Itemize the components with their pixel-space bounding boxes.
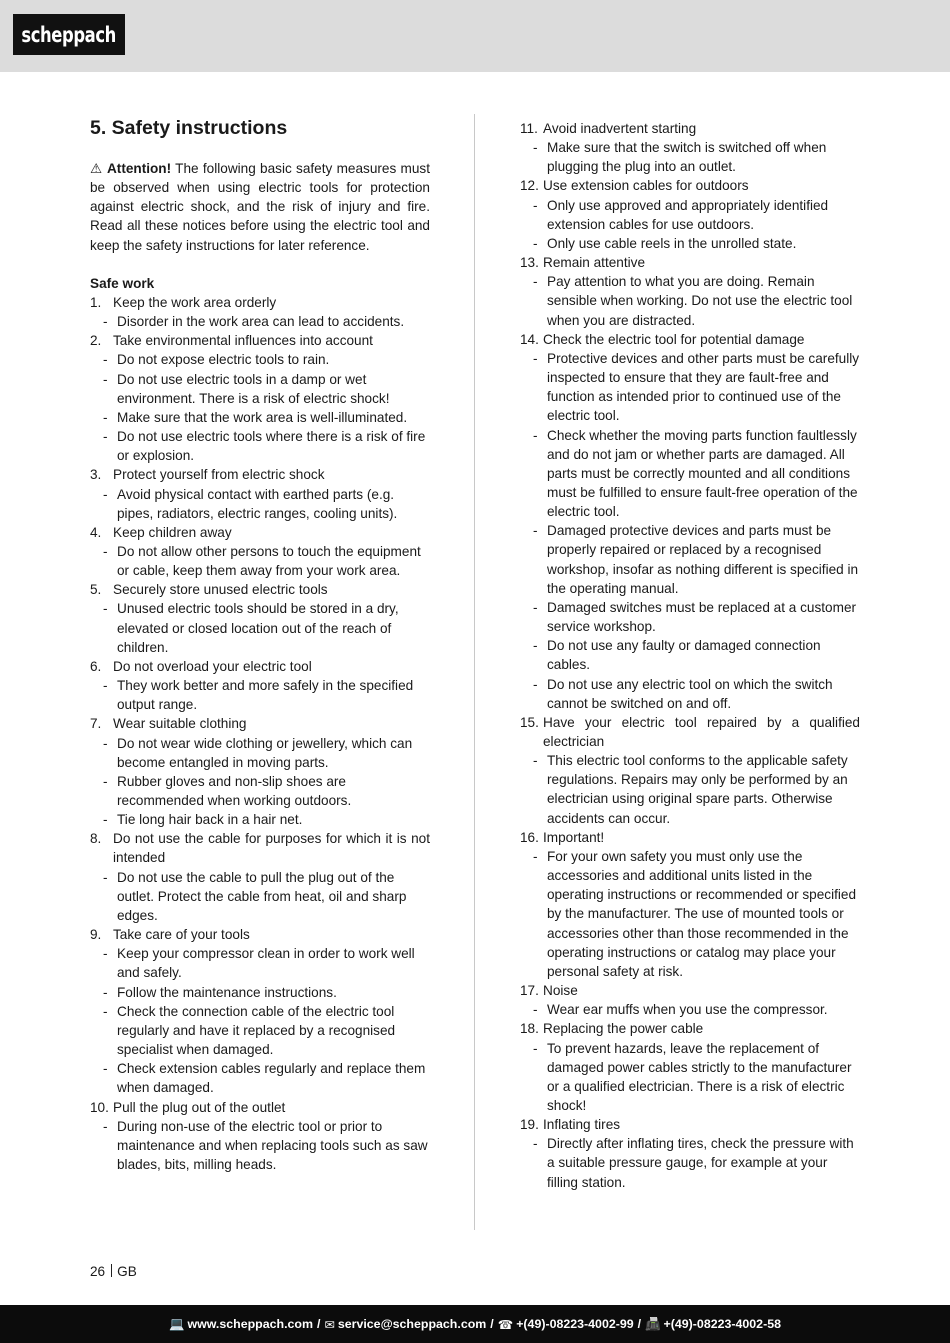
instruction-title: Check the electric tool for potential damage	[543, 331, 805, 347]
instruction-detail-text: Damaged protective devices and parts must be properly repaired or replaced by a recognised workshop, insofar as nothing different is specified in the operating manual.	[547, 523, 859, 596]
instruction-item	[520, 713, 860, 751]
instruction-detail-text: Unused electric tools should be stored in a dry, elevated or closed location out of the reach of children.	[117, 601, 399, 655]
bullet-dash: -	[103, 429, 108, 445]
bullet-dash: -	[533, 1002, 538, 1018]
instruction-detail	[520, 1000, 860, 1019]
instruction-title: Use extension cables for outdoors	[543, 178, 749, 194]
instruction-title: Inflating tires	[543, 1117, 621, 1133]
instruction-item	[90, 465, 430, 484]
instruction-detail-text: Tie long hair back in a hair net.	[117, 812, 303, 828]
attention-label: Attention!	[106, 161, 172, 176]
instruction-detail-text: Damaged switches must be replaced at a customer service workshop.	[547, 599, 857, 635]
instruction-title: Pull the plug out of the outlet	[113, 1099, 286, 1115]
instruction-number: 14.	[520, 331, 539, 347]
instruction-item	[90, 829, 430, 867]
instruction-number: 17.	[520, 983, 539, 999]
bullet-dash: -	[533, 676, 538, 692]
instruction-title: Replacing the power cable	[543, 1021, 704, 1037]
instruction-number: 18.	[520, 1021, 539, 1037]
instruction-detail-text: Wear ear muffs when you use the compressor.	[547, 1002, 828, 1018]
instruction-detail-text: Do not use any electric tool on which the switch cannot be switched on and off.	[547, 676, 833, 711]
instruction-number: 7.	[90, 716, 102, 732]
instruction-detail	[90, 427, 430, 465]
email-icon: ✉	[324, 1317, 335, 1332]
bullet-dash: -	[103, 735, 108, 751]
fax-number: +(49)-08223-4002-58	[663, 1317, 781, 1331]
bullet-dash: -	[533, 1040, 538, 1056]
instruction-number: 11.	[520, 121, 538, 136]
bullet-dash: -	[103, 869, 108, 885]
instruction-detail-text: Do not use any faulty or damaged connection cables.	[547, 638, 821, 673]
instruction-detail-text: Check whether the moving parts function faultlessly and do not jam or whether parts are damaged. All parts must be correctly mounted and all conditions must be fulfilled to ensure fault-free operation of the electric tool.	[547, 427, 858, 520]
instruction-title: Protect yourself from electric shock	[113, 467, 325, 483]
footer-separator: /	[637, 1317, 642, 1331]
instruction-detail	[90, 408, 430, 427]
instruction-detail	[90, 676, 430, 714]
instruction-detail-text: Do not use electric tools where there is a risk of fire or explosion.	[117, 429, 426, 464]
instruction-detail	[90, 734, 430, 772]
instruction-number: 15.	[520, 714, 539, 730]
left-column	[90, 112, 430, 1174]
instruction-item	[90, 714, 430, 733]
instruction-item	[520, 253, 860, 272]
bullet-dash: -	[533, 599, 538, 615]
instruction-item	[90, 580, 430, 599]
section-title: 5. Safety instructions	[90, 117, 288, 139]
instruction-detail-text: Do not use electric tools in a damp or wet environment. There is a risk of electric shock!	[117, 371, 390, 406]
instruction-title: Noise	[543, 983, 578, 999]
instruction-number: 1.	[90, 294, 102, 310]
instruction-title: Wear suitable clothing	[113, 716, 247, 732]
bullet-dash: -	[103, 543, 108, 559]
instruction-detail	[90, 810, 430, 829]
instruction-detail	[90, 312, 430, 331]
instruction-detail-text: Make sure that the work area is well-illuminated.	[117, 409, 408, 425]
bullet-dash: -	[103, 678, 108, 694]
instruction-detail	[520, 1039, 860, 1116]
bullet-dash: -	[533, 197, 538, 213]
instruction-title: Keep children away	[113, 524, 232, 540]
bullet-dash: -	[103, 773, 108, 789]
bullet-dash: -	[533, 523, 538, 539]
instruction-detail	[520, 847, 860, 981]
instruction-detail	[90, 1117, 430, 1174]
instruction-detail	[520, 196, 860, 234]
instruction-detail-text: During non-use of the electric tool or prior to maintenance and when replacing tools such as saw blades, bits, milling heads.	[117, 1118, 428, 1172]
instruction-item	[90, 925, 430, 944]
instruction-detail-text: Follow the maintenance instructions.	[117, 984, 337, 1000]
instruction-title: Do not overload your electric tool	[113, 658, 312, 674]
instruction-detail	[520, 598, 860, 636]
instruction-detail-text: Do not use the cable to pull the plug out of the outlet. Protect the cable from heat, oil and sharp edges.	[117, 869, 407, 923]
instruction-detail-text: Make sure that the switch is switched off when plugging the plug into an outlet.	[547, 140, 827, 175]
instruction-detail	[520, 751, 860, 828]
instruction-detail	[90, 1002, 430, 1059]
attention-text: The following basic safety measures must be observed when using electric tools for protection against electric shock, and the risk of injury and fire. Read all these notices before using the electric tool and keep the safety instructions for later reference.	[90, 161, 430, 253]
instruction-item	[90, 1098, 430, 1117]
instruction-detail	[90, 772, 430, 810]
instruction-detail	[520, 349, 860, 426]
instruction-detail	[90, 944, 430, 982]
instruction-title: Do not use the cable for purposes for which it is not intended	[113, 831, 430, 866]
instruction-detail	[90, 1059, 430, 1097]
instruction-title: Take environmental influences into account	[113, 333, 373, 349]
bullet-dash: -	[103, 486, 108, 502]
instruction-detail	[520, 272, 860, 329]
instruction-detail	[90, 350, 430, 369]
instruction-item	[520, 1115, 860, 1134]
bullet-dash: -	[103, 1003, 108, 1019]
fax-icon: 📠	[645, 1316, 661, 1331]
instruction-detail	[520, 675, 860, 713]
instruction-detail-text: Disorder in the work area can lead to accidents.	[117, 314, 405, 330]
bullet-dash: -	[533, 427, 538, 443]
instruction-detail-text: Check the connection cable of the electric tool regularly and have it replaced by a recognised specialist when damaged.	[117, 1003, 396, 1058]
instruction-title: Remain attentive	[543, 255, 646, 271]
instruction-detail-text: Do not allow other persons to touch the equipment or cable, keep them away from your work area.	[117, 543, 421, 579]
instruction-item	[520, 176, 860, 195]
instruction-detail-text: Do not wear wide clothing or jewellery, which can become entangled in moving parts.	[117, 735, 413, 770]
instruction-number: 4.	[90, 524, 102, 540]
instruction-number: 3.	[90, 467, 102, 483]
instruction-detail-text: Directly after inflating tires, check the pressure with a suitable pressure gauge, for example at your filling station.	[547, 1136, 854, 1190]
bullet-dash: -	[103, 812, 108, 828]
bullet-dash: -	[533, 274, 538, 290]
instruction-detail-text: Check extension cables regularly and replace them when damaged.	[117, 1061, 426, 1096]
instruction-detail	[90, 370, 430, 408]
instruction-detail	[520, 636, 860, 674]
instruction-item	[520, 828, 860, 847]
footer-separator: /	[317, 1317, 321, 1331]
instruction-number: 12.	[520, 178, 539, 194]
instruction-number: 19.	[520, 1117, 539, 1133]
instruction-detail	[90, 599, 430, 656]
footer-separator: /	[490, 1317, 494, 1331]
attention-notice	[90, 159, 430, 255]
bullet-dash: -	[533, 638, 538, 654]
bullet-dash: -	[103, 371, 108, 387]
instruction-title: Securely store unused electric tools	[113, 582, 328, 598]
instruction-detail-text: Protective devices and other parts must be carefully inspected to ensure that they are fault-free and function as intended prior to continued use of the electric tool.	[547, 350, 860, 424]
instruction-detail	[520, 234, 860, 253]
instruction-number: 5.	[90, 582, 102, 598]
instruction-number: 8.	[90, 831, 102, 847]
instruction-item	[520, 330, 860, 349]
instruction-detail-text: For your own safety you must only use the accessories and additional units listed in the operating instructions or recommended or specified by the manufacturer. The use of mounted tools or accessories other than those recommended in the operating instructions or catalog may place your personal safety at risk.	[547, 848, 857, 979]
column-divider	[474, 114, 475, 1230]
bullet-dash: -	[103, 352, 108, 368]
instruction-detail-text: Do not expose electric tools to rain.	[117, 352, 330, 368]
phone-number[interactable]: +(49)-08223-4002-99	[516, 1317, 634, 1331]
instruction-number: 16.	[520, 829, 539, 845]
instruction-title: Have your electric tool repaired by a qualified electrician	[543, 714, 860, 749]
instruction-detail	[90, 542, 430, 580]
bullet-dash: -	[103, 1061, 108, 1077]
page-number	[90, 1264, 137, 1279]
subsection-title: Safe work	[90, 275, 155, 291]
instruction-title: Keep the work area orderly	[113, 294, 277, 310]
brand-logo-text: scheppach	[21, 22, 117, 47]
instruction-detail-text: Only use approved and appropriately identified extension cables for use outdoors.	[547, 197, 829, 232]
bullet-dash: -	[103, 409, 108, 425]
bullet-dash: -	[533, 753, 538, 769]
bullet-dash: -	[103, 601, 108, 617]
instruction-number: 13.	[520, 255, 539, 271]
instruction-detail-text: Only use cable reels in the unrolled state.	[547, 235, 797, 251]
instruction-number: 9.	[90, 927, 102, 943]
instruction-detail	[520, 521, 860, 598]
instruction-detail-text: To prevent hazards, leave the replacement of damaged power cables strictly to the manufacturer or a qualified electrician. There is a risk of electric shock!	[547, 1040, 852, 1113]
instruction-detail-text: This electric tool conforms to the applicable safety regulations. Repairs may only be performed by an electrician using original spare parts. Otherwise accidents can occur.	[547, 753, 848, 826]
bullet-dash: -	[103, 946, 108, 962]
bullet-dash: -	[533, 848, 538, 864]
instruction-title: Avoid inadvertent starting	[543, 121, 697, 136]
bullet-dash: -	[533, 350, 538, 366]
instruction-number: 2.	[90, 333, 102, 349]
instruction-item	[520, 119, 860, 138]
contact-footer	[0, 1305, 950, 1343]
right-column	[520, 119, 860, 1192]
instruction-item	[90, 293, 430, 312]
instruction-detail-text: Keep your compressor clean in order to work well and safely.	[117, 946, 415, 981]
right-instruction-list	[520, 119, 860, 1192]
page-separator	[111, 1264, 112, 1277]
bullet-dash: -	[533, 1136, 538, 1152]
bullet-dash: -	[533, 235, 538, 251]
email-link[interactable]: service@scheppach.com	[337, 1317, 487, 1331]
instruction-detail	[90, 868, 430, 925]
header-band	[0, 0, 950, 72]
instruction-number: 10.	[90, 1099, 109, 1115]
instruction-item	[90, 657, 430, 676]
instruction-number: 6.	[90, 658, 102, 674]
phone-icon: ☎	[497, 1317, 514, 1332]
instruction-detail-text: Pay attention to what you are doing. Remain sensible when working. Do not use the electric tool when you are distracted.	[547, 274, 853, 328]
bullet-dash: -	[533, 140, 538, 156]
instruction-item	[520, 981, 860, 1000]
instruction-detail	[90, 485, 430, 523]
instruction-item	[90, 523, 430, 542]
bullet-dash: -	[103, 1118, 108, 1134]
instruction-detail	[520, 138, 860, 176]
page-number-value: 26	[90, 1264, 106, 1279]
instruction-detail	[90, 983, 430, 1002]
computer-icon: 💻	[169, 1316, 185, 1331]
instruction-title: Take care of your tools	[113, 927, 250, 943]
bullet-dash: -	[103, 984, 108, 1000]
instruction-detail-text: Rubber gloves and non-slip shoes are recommended when working outdoors.	[117, 773, 352, 808]
instruction-detail-text: They work better and more safely in the specified output range.	[117, 678, 414, 713]
instruction-title: Important!	[543, 829, 605, 845]
left-instruction-list	[90, 293, 430, 1174]
instruction-detail-text: Avoid physical contact with earthed parts (e.g. pipes, radiators, electric ranges, cooling units).	[117, 486, 398, 521]
instruction-item	[90, 331, 430, 350]
brand-logo[interactable]	[13, 14, 125, 55]
page-language: GB	[117, 1264, 137, 1279]
warning-icon: ⚠	[90, 161, 103, 176]
bullet-dash: -	[103, 314, 108, 330]
instruction-detail	[520, 426, 860, 522]
instruction-item	[520, 1019, 860, 1038]
website-link[interactable]: www.scheppach.com	[187, 1317, 313, 1331]
instruction-detail	[520, 1134, 860, 1191]
